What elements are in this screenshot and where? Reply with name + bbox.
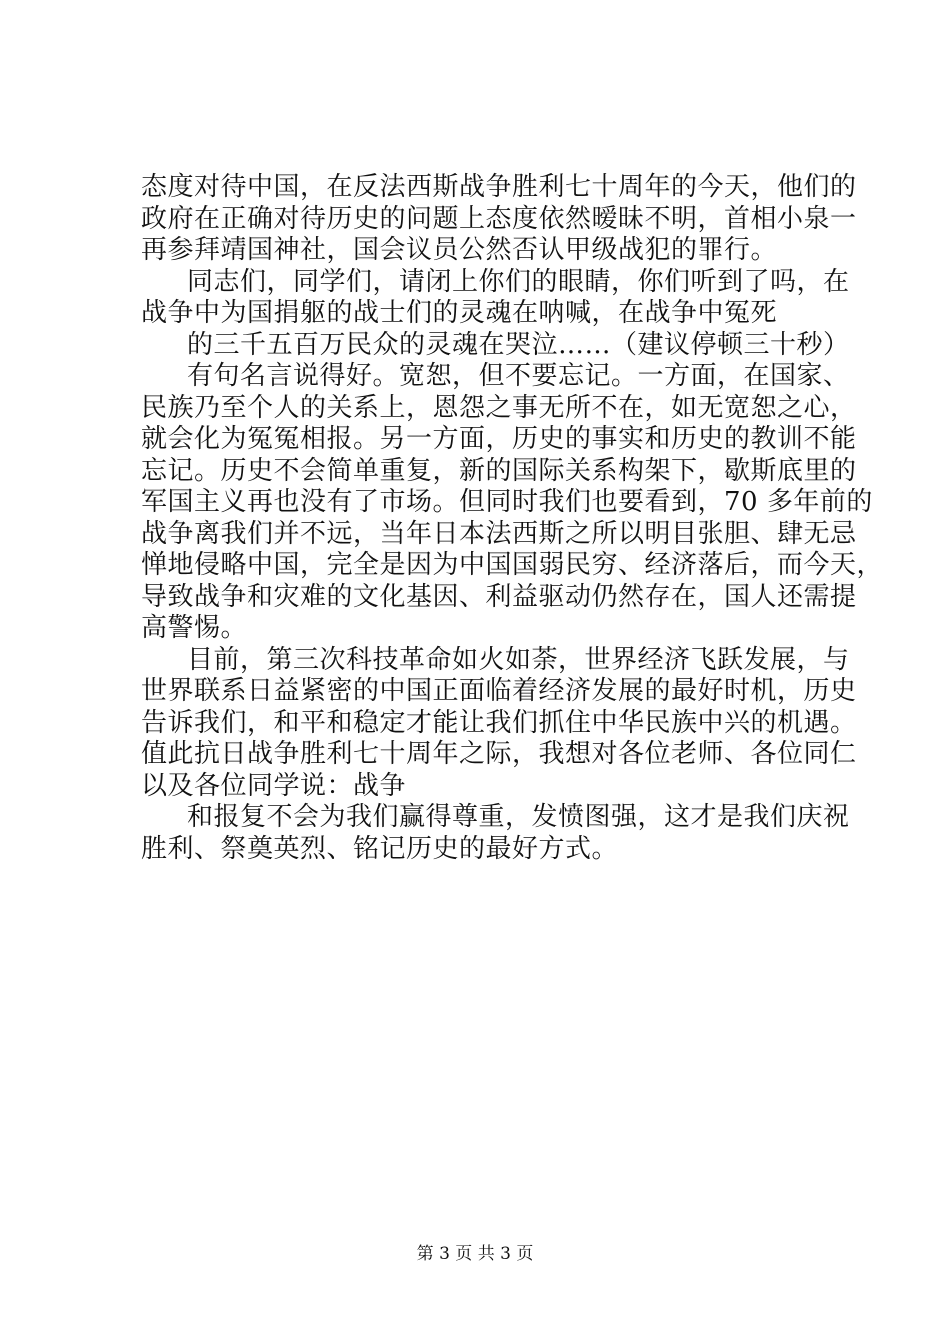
text-line: 战争中为国捐躯的战士们的灵魂在呐喊，在战争中冤死 (141, 298, 778, 328)
body-text (141, 172, 884, 865)
text-line: 军国主义再也没有了市场。但同时我们也要看到，70 多年前的 (141, 487, 873, 517)
text-line: 惮地侵略中国，完全是因为中国国弱民穷、经济落后，而今天， (141, 550, 884, 580)
page-footer: 第 3 页 共 3 页 (416, 1244, 534, 1264)
text-line: 目前，第三次科技革命如火如荼，世界经济飞跃发展，与 (187, 644, 850, 675)
text-line: 值此抗日战争胜利七十周年之际，我想对各位老师、各位同仁 (141, 739, 857, 769)
text-line: 和报复不会为我们赢得尊重，发愤图强，这才是我们庆祝 (187, 802, 850, 832)
text-line: 高警惕。 (141, 613, 248, 643)
text-line: 有句名言说得好。宽恕，但不要忘记。一方面，在国家、 (187, 361, 850, 391)
text-line: 胜利、祭奠英烈、铭记历史的最好方式。 (141, 833, 619, 864)
text-line: 告诉我们，和平和稳定才能让我们抓住中华民族中兴的机遇。 (141, 707, 857, 738)
text-line: 导致战争和灾难的文化基因、利益驱动仍然存在，国人还需提 (141, 581, 857, 612)
text-line: 的三千五百万民众的灵魂在哭泣……（建议停顿三十秒） (187, 329, 850, 360)
text-line: 政府在正确对待历史的问题上态度依然暧昧不明，首相小泉一 (141, 203, 857, 234)
text-line: 就会化为冤冤相报。另一方面，历史的事实和历史的教训不能 (141, 424, 857, 454)
text-line: 再参拜靖国神社，国会议员公然否认甲级战犯的罪行。 (141, 235, 778, 265)
text-line: 战争离我们并不远，当年日本法西斯之所以明目张胆、肆无忌 (141, 518, 857, 549)
text-line: 民族乃至个人的关系上，恩怨之事无所不在，如无宽恕之心， (141, 392, 857, 423)
text-line: 态度对待中国，在反法西斯战争胜利七十周年的今天，他们的 (141, 172, 857, 202)
text-line: 同志们，同学们，请闭上你们的眼睛，你们听到了吗，在 (187, 266, 850, 297)
text-line: 以及各位同学说：战争 (141, 770, 407, 801)
text-line: 忘记。历史不会简单重复，新的国际关系构架下，歇斯底里的 (141, 455, 857, 486)
text-line: 世界联系日益紧密的中国正面临着经济发展的最好时机，历史 (141, 676, 857, 706)
